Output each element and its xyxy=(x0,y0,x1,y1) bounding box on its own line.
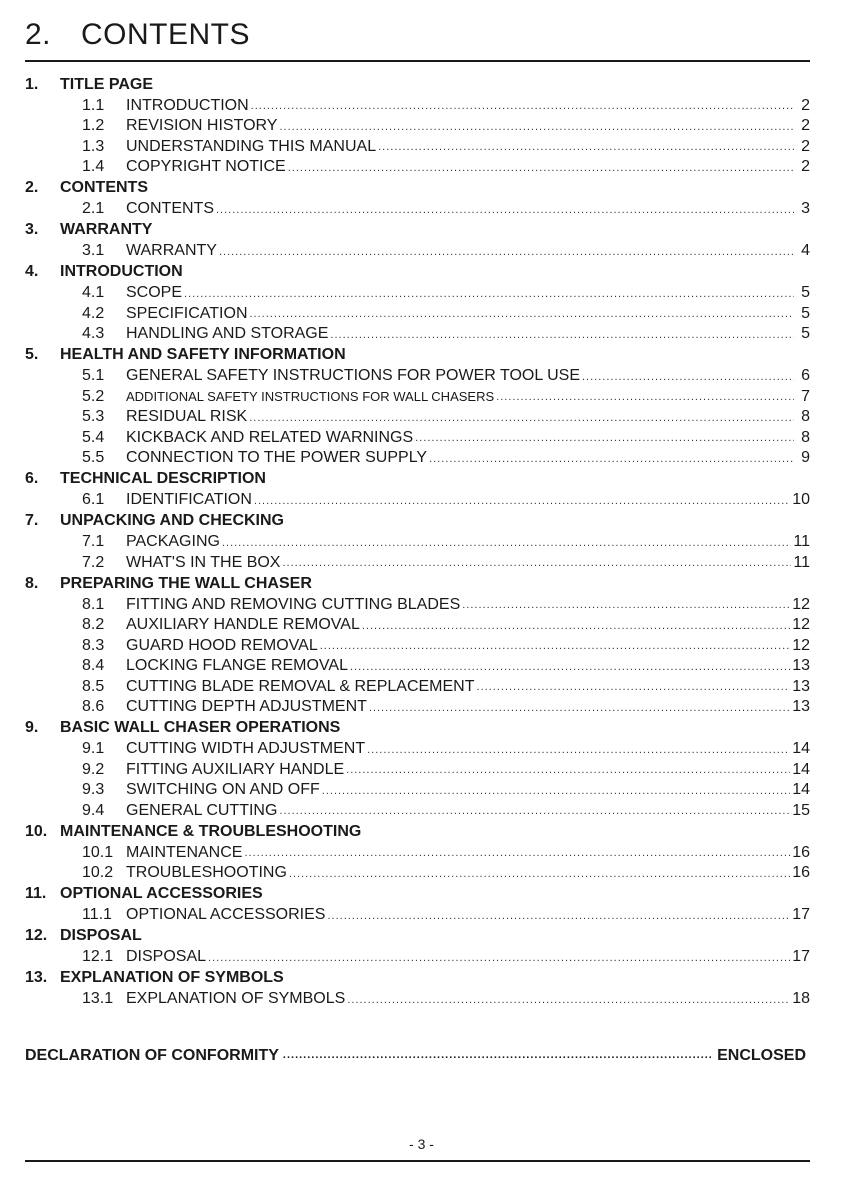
toc-entry[interactable] xyxy=(25,863,810,884)
leader-dots xyxy=(327,910,790,926)
entry-number: 8.4 xyxy=(82,657,105,675)
leader-dots xyxy=(378,141,794,157)
entry-page-number: 11 xyxy=(793,533,810,551)
leader-dots xyxy=(322,785,790,801)
entry-page-number: 2 xyxy=(801,96,810,114)
entry-title: OPTIONAL ACCESSORIES xyxy=(126,906,326,924)
entry-title: REVISION HISTORY xyxy=(126,117,278,135)
entry-title: MAINTENANCE xyxy=(126,843,243,861)
toc-entry[interactable] xyxy=(25,96,810,117)
toc-entry[interactable] xyxy=(25,116,810,137)
entry-page-number: 6 xyxy=(801,367,810,385)
entry-number: 10.1 xyxy=(82,843,114,861)
leader-dots xyxy=(184,288,794,304)
section-number: 5. xyxy=(25,346,39,364)
entry-page-number: 11 xyxy=(793,553,810,571)
leader-dots xyxy=(362,620,790,636)
toc-entry[interactable] xyxy=(25,448,810,469)
toc-section-heading[interactable] xyxy=(25,469,810,491)
toc-entry[interactable] xyxy=(25,739,810,760)
toc-section-heading[interactable] xyxy=(25,262,810,284)
toc-entry[interactable] xyxy=(25,304,810,325)
toc-entry[interactable] xyxy=(25,636,810,657)
toc-section-heading[interactable] xyxy=(25,220,810,242)
entry-page-number: 16 xyxy=(792,864,810,882)
page-title xyxy=(25,18,250,52)
entry-title: INTRODUCTION xyxy=(126,96,249,114)
entry-title: SCOPE xyxy=(126,284,183,302)
entry-title: EXPLANATION OF SYMBOLS xyxy=(126,990,346,1008)
leader-dots xyxy=(462,599,790,615)
toc-entry[interactable] xyxy=(25,241,810,262)
section-title: TECHNICAL DESCRIPTION xyxy=(60,470,266,488)
entry-page-number: 10 xyxy=(792,491,810,509)
entry-title: WHAT'S IN THE BOX xyxy=(126,553,281,571)
toc-entry[interactable] xyxy=(25,199,810,220)
entry-page-number: 15 xyxy=(792,801,810,819)
entry-page-number: 2 xyxy=(801,158,810,176)
entry-page-number: 2 xyxy=(801,117,810,135)
entry-number: 9.1 xyxy=(82,740,105,758)
toc-entry[interactable] xyxy=(25,615,810,636)
section-number: 2. xyxy=(25,179,39,197)
section-title: DISPOSAL xyxy=(60,927,142,945)
toc-entry[interactable] xyxy=(25,428,810,449)
entry-number: 4.2 xyxy=(82,304,105,322)
leader-dots xyxy=(219,246,794,262)
toc-entry[interactable] xyxy=(25,801,810,822)
section-title: TITLE PAGE xyxy=(60,75,154,93)
leader-dots xyxy=(216,204,794,220)
entry-page-number: 8 xyxy=(801,428,810,446)
entry-page-number: 5 xyxy=(801,325,810,343)
entry-number: 1.1 xyxy=(82,96,105,114)
declaration-row[interactable] xyxy=(25,1047,806,1065)
entry-title: FITTING AUXILIARY HANDLE xyxy=(126,760,345,778)
toc-entry[interactable] xyxy=(25,989,810,1010)
toc-entry[interactable] xyxy=(25,760,810,781)
toc-entry[interactable] xyxy=(25,780,810,801)
entry-title: KICKBACK AND RELATED WARNINGS xyxy=(126,428,414,446)
leader-dots xyxy=(279,121,794,137)
entry-page-number: 13 xyxy=(792,698,810,716)
entry-title: DISPOSAL xyxy=(126,948,207,966)
entry-title: ADDITIONAL SAFETY INSTRUCTIONS FOR WALL CHASERS xyxy=(126,389,495,405)
section-title: OPTIONAL ACCESSORIES xyxy=(60,885,263,903)
leader-dots xyxy=(244,847,790,863)
entry-number: 8.5 xyxy=(82,677,105,695)
leader-dots xyxy=(415,432,794,448)
table-of-contents xyxy=(25,74,810,1010)
entry-number: 5.2 xyxy=(82,387,105,405)
toc-entry[interactable] xyxy=(25,366,810,387)
section-number: 11. xyxy=(25,885,47,903)
toc-section-heading[interactable] xyxy=(25,511,810,533)
title-divider xyxy=(25,60,810,62)
entry-title: TROUBLESHOOTING xyxy=(126,864,287,882)
leader-dots xyxy=(208,952,790,968)
entry-number: 8.6 xyxy=(82,698,105,716)
section-title: WARRANTY xyxy=(60,221,153,239)
section-number: 1. xyxy=(25,75,39,93)
page-title-text: CONTENTS xyxy=(81,18,250,51)
entry-title: CUTTING DEPTH ADJUSTMENT xyxy=(126,698,367,716)
toc-section-heading[interactable] xyxy=(25,74,810,96)
entry-title: IDENTIFICATION xyxy=(126,491,252,509)
section-title: MAINTENANCE & TROUBLESHOOTING xyxy=(60,822,362,840)
entry-number: 5.5 xyxy=(82,449,105,467)
entry-page-number: 12 xyxy=(792,595,810,613)
toc-entry[interactable] xyxy=(25,905,810,926)
entry-number: 6.1 xyxy=(82,491,105,509)
entry-page-number: 12 xyxy=(792,616,810,634)
entry-page-number: 7 xyxy=(801,387,810,405)
leader-dots xyxy=(582,371,794,387)
section-number: 8. xyxy=(25,574,39,592)
toc-entry[interactable] xyxy=(25,553,810,574)
leader-dots xyxy=(350,661,790,677)
entry-page-number: 16 xyxy=(792,843,810,861)
leader-dots xyxy=(429,453,794,469)
section-title: INTRODUCTION xyxy=(60,263,183,281)
section-number: 13. xyxy=(25,969,48,987)
footer-divider xyxy=(25,1160,810,1162)
entry-page-number: 14 xyxy=(792,781,810,799)
page-number: - 3 - xyxy=(409,1136,434,1152)
entry-title: GUARD HOOD REMOVAL xyxy=(126,636,318,654)
entry-page-number: 12 xyxy=(792,636,810,654)
leader-dots xyxy=(496,391,794,407)
entry-page-number: 14 xyxy=(792,760,810,778)
toc-section-heading[interactable] xyxy=(25,178,810,200)
section-number: 7. xyxy=(25,512,39,530)
leader-dots xyxy=(289,868,790,884)
leader-dots xyxy=(250,308,795,324)
entry-number: 11.1 xyxy=(82,906,112,924)
leader-dots xyxy=(249,412,794,428)
entry-number: 4.3 xyxy=(82,325,105,343)
section-title: PREPARING THE WALL CHASER xyxy=(60,574,312,592)
entry-number: 5.4 xyxy=(82,428,105,446)
entry-number: 5.1 xyxy=(82,367,105,385)
section-title: BASIC WALL CHASER OPERATIONS xyxy=(60,719,341,737)
entry-number: 9.2 xyxy=(82,760,105,778)
entry-number: 1.3 xyxy=(82,137,105,155)
leader-dots xyxy=(369,702,790,718)
entry-page-number: 2 xyxy=(801,137,810,155)
leader-dots xyxy=(279,805,790,821)
toc-section-heading[interactable] xyxy=(25,821,810,843)
toc-section-heading[interactable] xyxy=(25,345,810,367)
leader-dots xyxy=(282,557,791,573)
entry-title: GENERAL CUTTING xyxy=(126,801,278,819)
toc-entry[interactable] xyxy=(25,595,810,616)
entry-number: 1.2 xyxy=(82,117,105,135)
section-number: 12. xyxy=(25,927,48,945)
entry-title: CONNECTION TO THE POWER SUPPLY xyxy=(126,449,428,467)
entry-title: FITTING AND REMOVING CUTTING BLADES xyxy=(126,595,461,613)
entry-title: AUXILIARY HANDLE REMOVAL xyxy=(126,616,360,634)
entry-number: 8.1 xyxy=(82,595,105,613)
toc-entry[interactable] xyxy=(25,157,810,178)
entry-page-number: 5 xyxy=(801,304,810,322)
entry-page-number: 9 xyxy=(801,449,810,467)
declaration-leader-dots xyxy=(283,1049,713,1065)
entry-title: PACKAGING xyxy=(126,533,220,551)
entry-page-number: 5 xyxy=(801,284,810,302)
toc-entry[interactable] xyxy=(25,387,810,408)
entry-page-number: 17 xyxy=(792,906,810,924)
toc-section-heading[interactable] xyxy=(25,573,810,595)
section-title: EXPLANATION OF SYMBOLS xyxy=(60,969,284,987)
entry-page-number: 14 xyxy=(792,740,810,758)
entry-number: 2.1 xyxy=(82,200,105,218)
page-title-number: 2. xyxy=(25,18,52,51)
toc-entry[interactable] xyxy=(25,283,810,304)
section-number: 4. xyxy=(25,263,39,281)
leader-dots xyxy=(347,994,790,1010)
toc-entry[interactable] xyxy=(25,137,810,158)
toc-section-heading[interactable] xyxy=(25,718,810,740)
leader-dots xyxy=(320,640,790,656)
leader-dots xyxy=(477,681,791,697)
declaration-page: ENCLOSED xyxy=(717,1047,806,1064)
entry-page-number: 3 xyxy=(801,200,810,218)
entry-title: CONTENTS xyxy=(126,200,214,218)
toc-section-heading[interactable] xyxy=(25,968,810,990)
toc-entry[interactable] xyxy=(25,324,810,345)
entry-title: CUTTING WIDTH ADJUSTMENT xyxy=(126,740,366,758)
entry-page-number: 18 xyxy=(792,990,810,1008)
entry-title: WARRANTY xyxy=(126,242,217,260)
declaration-title: DECLARATION OF CONFORMITY xyxy=(25,1047,279,1064)
entry-title: GENERAL SAFETY INSTRUCTIONS FOR POWER TOOL USE xyxy=(126,367,580,385)
entry-number: 4.1 xyxy=(82,284,105,302)
entry-title: CUTTING BLADE REMOVAL & REPLACEMENT xyxy=(126,677,475,695)
entry-page-number: 13 xyxy=(792,677,810,695)
leader-dots xyxy=(367,744,790,760)
toc-entry[interactable] xyxy=(25,843,810,864)
leader-dots xyxy=(346,764,790,780)
section-number: 3. xyxy=(25,221,39,239)
entry-number: 8.3 xyxy=(82,636,105,654)
entry-title: HANDLING AND STORAGE xyxy=(126,325,329,343)
entry-number: 1.4 xyxy=(82,158,105,176)
toc-entry[interactable] xyxy=(25,677,810,698)
entry-title: RESIDUAL RISK xyxy=(126,408,248,426)
leader-dots xyxy=(254,495,790,511)
toc-entry[interactable] xyxy=(25,532,810,553)
entry-number: 9.3 xyxy=(82,781,105,799)
toc-section-heading[interactable] xyxy=(25,926,810,948)
entry-page-number: 13 xyxy=(792,657,810,675)
entry-number: 5.3 xyxy=(82,408,105,426)
section-title: HEALTH AND SAFETY INFORMATION xyxy=(60,346,346,364)
entry-page-number: 4 xyxy=(801,242,810,260)
leader-dots xyxy=(330,329,794,345)
entry-page-number: 8 xyxy=(801,408,810,426)
leader-dots xyxy=(222,537,791,553)
section-number: 9. xyxy=(25,719,39,737)
entry-number: 7.2 xyxy=(82,553,105,571)
leader-dots xyxy=(251,100,794,116)
entry-title: SWITCHING ON AND OFF xyxy=(126,781,320,799)
entry-number: 8.2 xyxy=(82,616,105,634)
toc-entry[interactable] xyxy=(25,697,810,718)
section-title: UNPACKING AND CHECKING xyxy=(60,512,284,530)
entry-number: 10.2 xyxy=(82,864,114,882)
toc-entry[interactable] xyxy=(25,407,810,428)
section-number: 6. xyxy=(25,470,39,488)
section-title: CONTENTS xyxy=(60,179,148,197)
leader-dots xyxy=(288,162,794,178)
entry-number: 3.1 xyxy=(82,242,105,260)
entry-number: 7.1 xyxy=(82,533,105,551)
entry-number: 12.1 xyxy=(82,948,114,966)
entry-title: SPECIFICATION xyxy=(126,304,248,322)
entry-title: LOCKING FLANGE REMOVAL xyxy=(126,657,348,675)
section-number: 10. xyxy=(25,822,48,840)
toc-entry[interactable] xyxy=(25,947,810,968)
toc-entry[interactable] xyxy=(25,656,810,677)
toc-section-heading[interactable] xyxy=(25,884,810,906)
entry-title: UNDERSTANDING THIS MANUAL xyxy=(126,137,377,155)
toc-entry[interactable] xyxy=(25,490,810,511)
entry-page-number: 17 xyxy=(792,948,810,966)
entry-number: 13.1 xyxy=(82,990,114,1008)
entry-number: 9.4 xyxy=(82,801,105,819)
entry-title: COPYRIGHT NOTICE xyxy=(126,158,286,176)
